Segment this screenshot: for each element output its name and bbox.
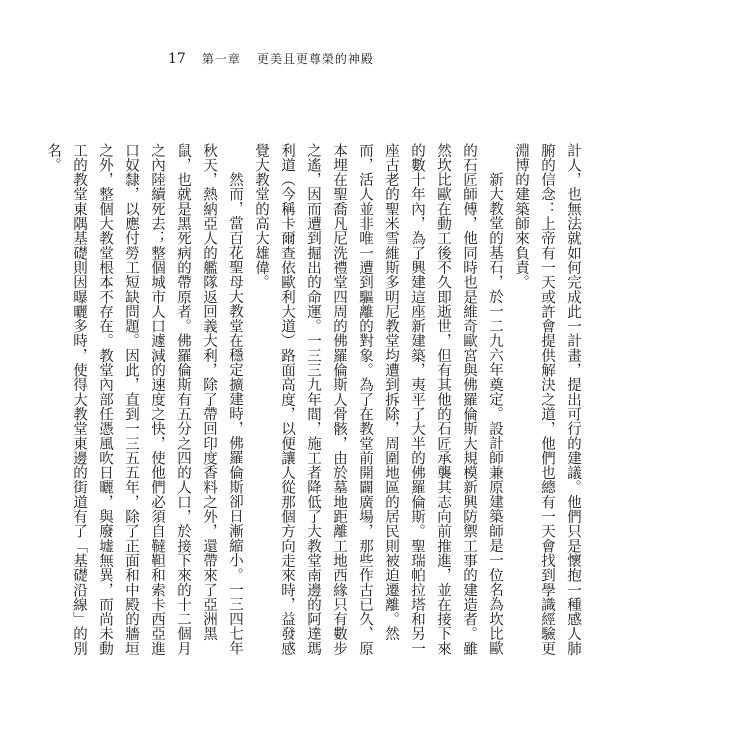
- body-text: [45, 143, 586, 658]
- paragraph-continued: 計人，也無法就如何完成此一計畫，提出可行的建議。他們只是懷抱一種感人肺腑的信念：上帝有一天或許會提供解決之道，他們也總有一天會找到學識經驗更淵博的建築師來負責。: [513, 143, 581, 656]
- running-header: [168, 50, 374, 70]
- chapter-label: 第一章: [201, 52, 241, 66]
- page-number: 17: [168, 51, 186, 67]
- paragraph-foundation: 新大教堂的基石，於一二九六年奠定。設計師兼原建築師是一位名為坎比歐的石匠師傅，他同時也是維奇歐宮與佛羅倫斯大規模新興防禦工事的建造者。雖然坎比歐在動工後不久即逝世，但有其他的石匠承襲其志向前推進，並在接下來的數十年內，為了興建這座新建築，夷平了大半的佛羅倫斯。聖瑞帕拉塔和另一座古老的聖米雪維斯多明尼教堂均遭到拆除，周圍地區的居民則被迫遷離。然而，活人並非唯一遭到驅離的對象。為了在教堂前開闢廣場，那些作古已久、原本埋在聖喬凡尼洗禮堂四周的佛羅倫斯人骨骸，由於墓地距離工地西緣只有數步之遙，因而遭到掘出的命運。一三三九年間，施工者降低了大教堂南邊的阿達瑪利道（今稱卡爾查依歐利大道）路面高度，以便讓人從那個方向走來時，益發感覺大教堂的高大雄偉。: [253, 143, 503, 656]
- chapter-title: 更美且更尊榮的神殿: [256, 52, 374, 66]
- paragraph-black-death: 然而，當百花聖母大教堂在穩定擴建時，佛羅倫斯卻日漸縮小。一三四七年秋天，熱納亞人的艦隊返回義大利，除了帶回印度香料之外，還帶來了亞洲黑鼠，也就是黑死病的帶原者。佛羅倫斯有五分之四的人口，於接下來的十二個月之內陸續死去；整個城市人口遽減的速度之快，使他們必須自韃靼和索卡西亞進口奴隸，以應付勞工短缺問題。因此，直到一三五五年，除了正面和中殿的牆垣之外，整個大教堂根本不存在。教堂內部任憑風吹日曬，與廢墟無異，而尚未動工的教堂東隅基礎則因曝曬多時，使得大教堂東邊的街道有了「基礎沿線」的別名。: [45, 143, 243, 656]
